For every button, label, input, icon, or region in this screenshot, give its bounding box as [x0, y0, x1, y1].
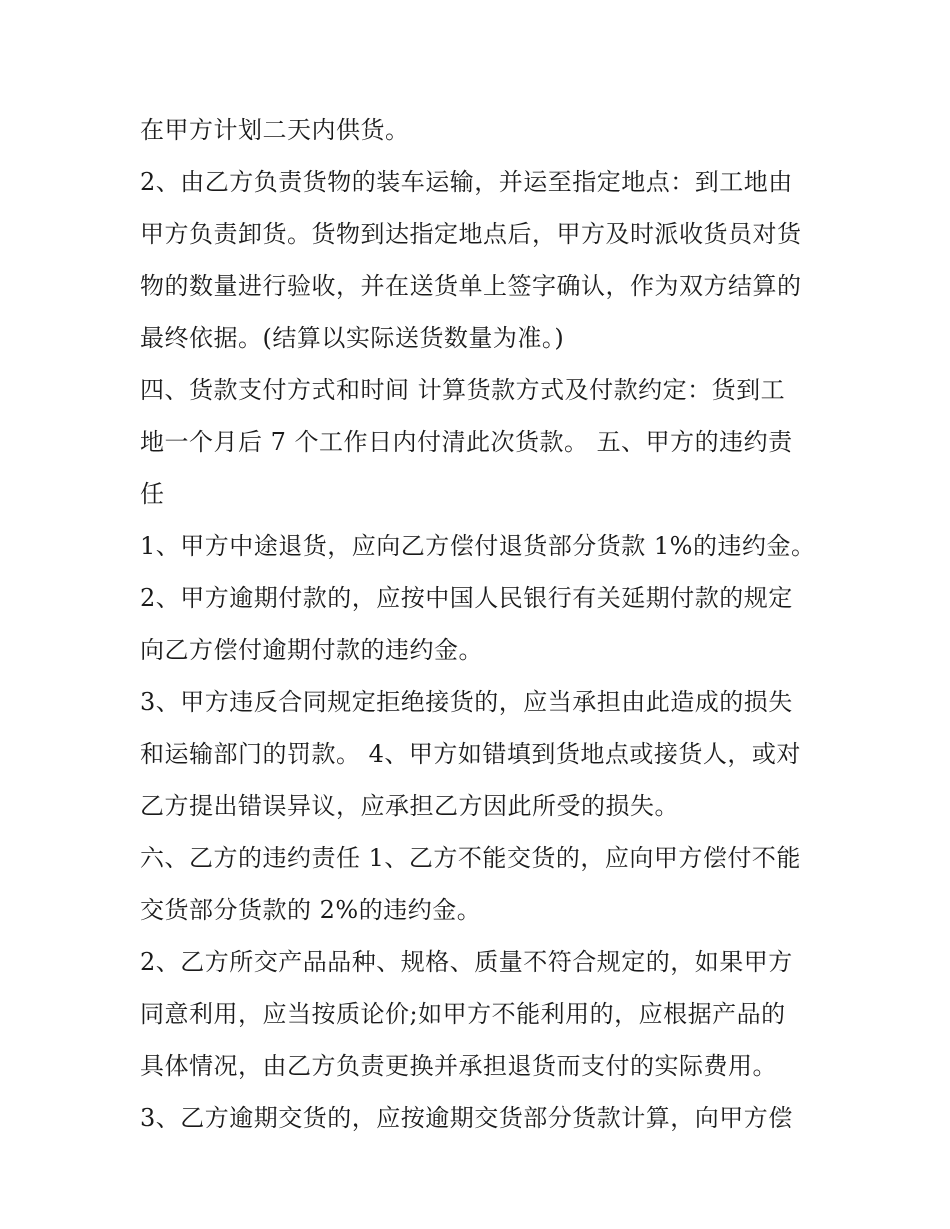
text-line: 3、乙方逾期交货的，应按逾期交货部分货款计算，向甲方偿 — [140, 1104, 793, 1132]
text-line: 最终依据。(结算以实际送货数量为准。) — [140, 324, 565, 352]
text-line: 和运输部门的罚款。 4、甲方如错填到货地点或接货人，或对 — [140, 740, 801, 768]
text-line: 地一个月后 7 个工作日内付清此次货款。 五、甲方的违约责 — [140, 428, 793, 456]
text-line: 交货部分货款的 2%的违约金。 — [140, 896, 482, 924]
text-line: 2、由乙方负责货物的装车运输，并运至指定地点：到工地由 — [140, 168, 793, 196]
text-line: 乙方提出错误异议，应承担乙方因此所受的损失。 — [140, 792, 679, 820]
text-line: 2、乙方所交产品品种、规格、质量不符合规定的，如果甲方 — [140, 948, 793, 976]
text-line: 3、甲方违反合同规定拒绝接货的，应当承担由此造成的损失 — [140, 688, 793, 716]
text-line: 同意利用，应当按质论价;如甲方不能利用的，应根据产品的 — [140, 1000, 786, 1028]
text-line: 六、乙方的违约责任 1、乙方不能交货的，应向甲方偿付不能 — [140, 844, 801, 872]
text-line: 在甲方计划二天内供货。 — [140, 116, 410, 144]
text-line: 向乙方偿付逾期付款的违约金。 — [140, 636, 483, 664]
text-line: 1、甲方中途退货，应向乙方偿付退货部分货款 1%的违约金。 — [140, 532, 816, 560]
text-line: 任 — [140, 480, 165, 508]
text-line: 四、货款支付方式和时间 计算货款方式及付款约定：货到工 — [140, 376, 786, 404]
text-line: 甲方负责卸货。货物到达指定地点后，甲方及时派收货员对货 — [140, 220, 802, 248]
text-line: 物的数量进行验收，并在送货单上签字确认，作为双方结算的 — [140, 272, 802, 300]
contract-body-text — [140, 104, 820, 1144]
text-line: 2、甲方逾期付款的，应按中国人民银行有关延期付款的规定 — [140, 584, 793, 612]
text-line: 具体情况，由乙方负责更换并承担退货而支付的实际费用。 — [140, 1052, 777, 1080]
